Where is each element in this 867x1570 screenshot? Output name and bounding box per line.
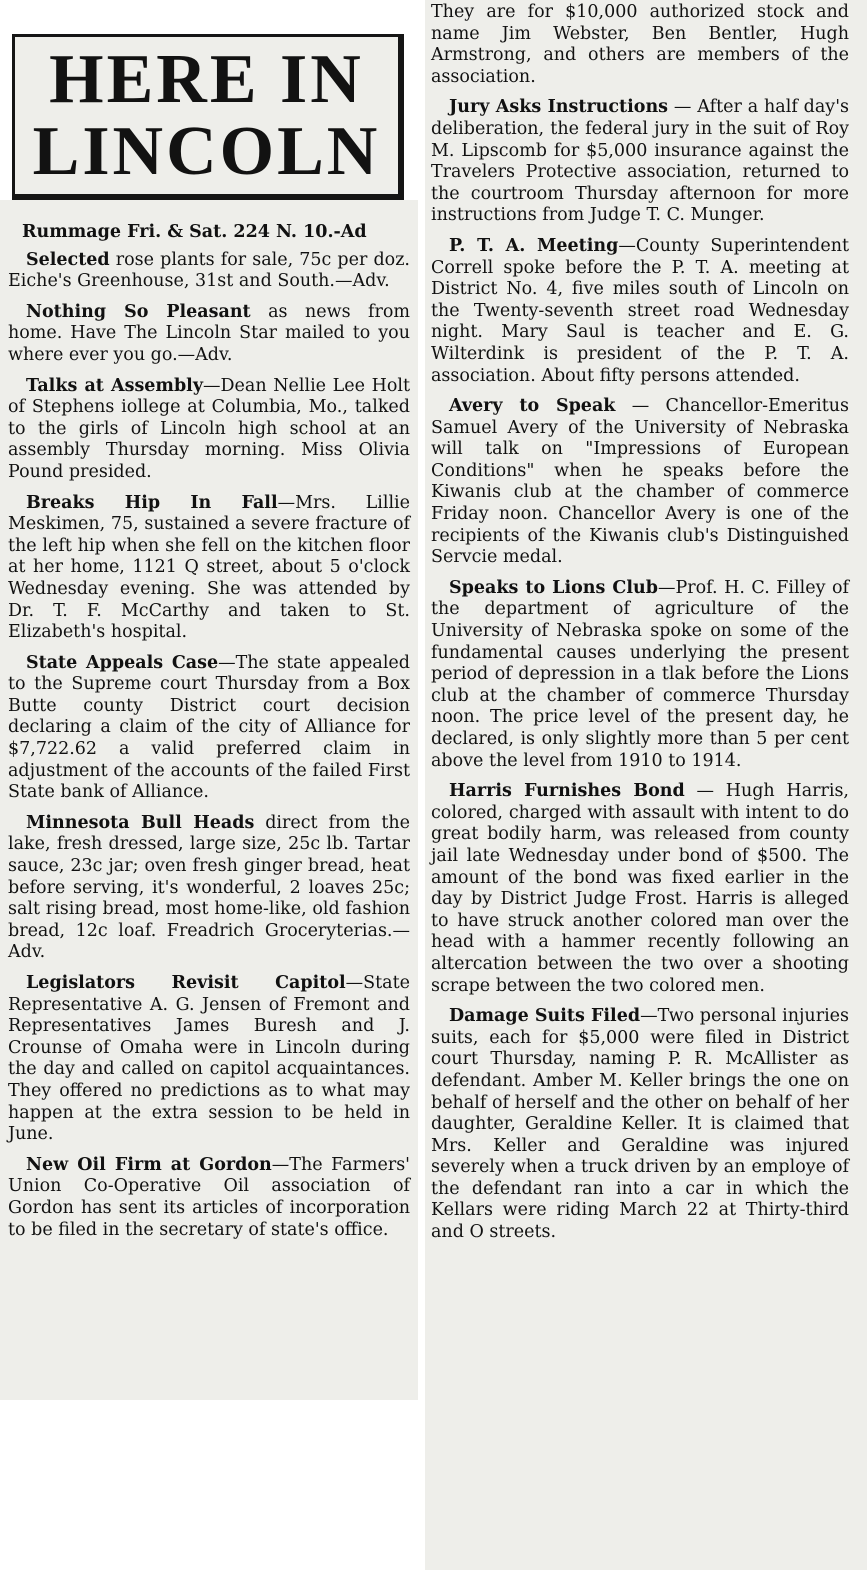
item-body: rose plants for sale, 75c per doz. Eiche's Greenhouse, 31st and South.—Adv. (8, 249, 410, 292)
news-item-damage-suits (431, 1006, 849, 1244)
item-head: Avery to Speak (449, 396, 616, 417)
item-body: —Mrs. Lillie Meskimen, 75, sustained a severe fracture of the left hip when she fell on the kitchen floor at her home, 1121 Q street, about 5 o'clock Wednesday evening. She was attended by Dr. T. F. McCarthy and taken to St. Elizabeth's hospital. (8, 492, 410, 643)
news-item-assembly (8, 376, 410, 484)
item-head: New Oil Firm at Gordon (26, 1154, 272, 1175)
news-item-jury (431, 97, 849, 227)
item-head: State Appeals Case (26, 652, 219, 673)
news-item-harris-bond (431, 781, 849, 997)
item-body: —Dean Nellie Lee Holt of Stephens iollege at Columbia, Mo., talked to the girls of Lincoln high school at an assembly Thursday morning. Miss Olivia Pound presided. (8, 375, 410, 482)
headline-box (12, 34, 404, 200)
item-head: Legislators Revisit Capitol (26, 973, 346, 993)
item-body: —County Superintendent Correll spoke before the P. T. A. meeting at District No. 4, five miles south of Lincoln on the Twenty-seventh street road Wednesday night. Mary Saul is teacher and E. G. Wilterdink is president of the P. T. A. association. About fifty persons attended. (431, 235, 849, 386)
column-gutter (419, 0, 422, 1570)
news-item-rummage (8, 222, 410, 244)
item-head: Selected (26, 249, 110, 270)
item-body: direct from the lake, fresh dressed, large size, 25c lb. Tartar sauce, 23c jar; oven fresh ginger bread, heat before serving, it's wonderful, 2 loaves 25c; salt rising bread, most home-like, old fashion bread, 12c loaf. Freadrich Groceryterias.—Adv. (8, 812, 410, 963)
item-body: as news from home. Have The Lincoln Star mailed to you where ever you go.—Adv. (8, 301, 410, 365)
item-head: Jury Asks Instructions (449, 97, 669, 118)
news-item-legislators (8, 973, 410, 1146)
item-body: — Hugh Harris, colored, charged with assault with intent to do great bodily harm, was released from county jail late Wednesday under bond of $500. The amount of the bond was fixed earlier in the day by District Judge Frost. Harris is alleged to have struck another colored man over the head with a hammer recently following an altercation between the two over a shooting scrape between the two colored men. (431, 781, 849, 996)
item-head: P. T. A. Meeting (449, 235, 619, 256)
item-body: —The Farmers' Union Co-Operative Oil association of Gordon has sent its articles of incorporation to be filed in the secretary of state's office. (8, 1154, 410, 1240)
right-column (431, 2, 849, 1253)
headline-line-1: HERE IN (49, 40, 364, 118)
item-body: —The state appealed to the Supreme court Thursday from a Box Butte county District court decision declaring a claim of the city of Alliance for $7,722.62 a valid preferred claim in adjustment of the accounts of the failed First State bank of Alliance. (8, 652, 410, 803)
news-item-pta-meeting (431, 236, 849, 387)
item-head: Speaks to Lions Club (449, 577, 658, 598)
news-item-avery (431, 396, 849, 569)
item-head: Damage Suits Filed (449, 1006, 641, 1027)
item-head: Minnesota Bull Heads (26, 812, 255, 833)
item-head: Rummage Fri. & Sat. 224 N. 10.-Ad (22, 222, 367, 242)
left-column (8, 222, 410, 1250)
news-item-rose-plants (8, 250, 410, 293)
item-head: Talks at Assembly (26, 375, 203, 396)
news-item-oil-firm (8, 1155, 410, 1241)
item-body: — Chancellor-Emeritus Samuel Avery of the University of Nebraska will talk on "Impressions of European Conditions" when he speaks before the Kiwanis club at the chamber of commerce Friday noon. Chancellor Avery is one of the recipients of the Kiwanis club's Distinguished Servcie medal. (431, 396, 849, 568)
news-item-state-appeals (8, 653, 410, 804)
item-head: Nothing So Pleasant (26, 301, 251, 322)
item-body: —Two personal injuries suits, each for $5,000 were filed in District court Thursday, naming P. R. McAllister as defendant. Amber M. Keller brings the one on behalf of herself and the other on behalf of her daughter, Geraldine Keller. It is claimed that Mrs. Keller and Geraldine was injured severely when a truck driven by an employe of the defendant ran into a car in which the Kellars were riding March 22 at Thirty-third and O streets. (431, 1006, 850, 1243)
headline-line-2: LINCOLN (32, 112, 381, 190)
news-item-bull-heads (8, 813, 410, 964)
news-item-oil-firm-continued: They are for $10,000 authorized stock and name Jim Webster, Ben Bentler, Hugh Armstrong, and others are members of the association. (431, 2, 849, 87)
item-body: —Prof. H. C. Filley of the department of agriculture of the University of Nebraska spoke on some of the fundamental causes underlying the present period of depression in a tlak before the Lions club at the chamber of commerce Thursday noon. The price level of the present day, he declared, is only slightly more than 5 per cent above the level from 1910 to 1914. (431, 577, 849, 771)
news-item-lincoln-star (8, 302, 410, 367)
item-body: — After a half day's deliberation, the federal jury in the suit of Roy M. Lipscomb for $5,000 insurance against the Travelers Protective association, returned to the courtroom Thursday afternoon for more instructions from Judge T. C. Munger. (431, 97, 849, 226)
item-head: Breaks Hip In Fall (26, 492, 278, 513)
news-item-hip-fall (8, 493, 410, 644)
news-item-lions-club (431, 578, 849, 772)
item-head: Harris Furnishes Bond (449, 781, 685, 802)
item-body: —State Representative A. G. Jensen of Fremont and Representatives James Buresh and J. Crounse of Omaha were in Lincoln during the day and called on capitol acquaintances. They offered no predictions as to what may happen at the extra session to be held in June. (8, 973, 410, 1145)
